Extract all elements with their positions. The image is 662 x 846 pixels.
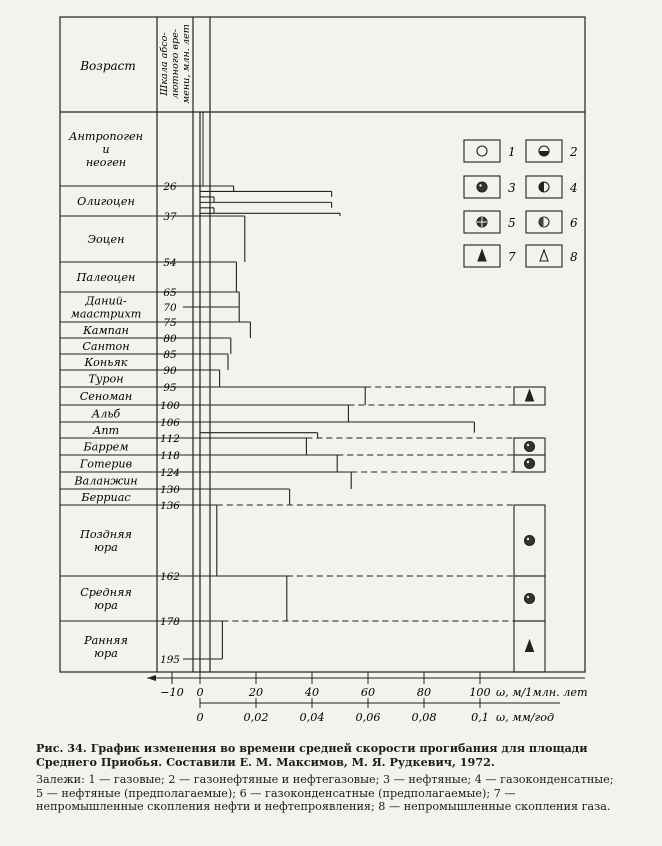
period-label: юра [94, 647, 118, 660]
period-label: Альб [91, 407, 121, 421]
bottom-axis-tick-label: 0,02 [243, 711, 269, 724]
age-value: 178 [160, 616, 180, 628]
deposit-circle-icon [525, 594, 535, 604]
period-label: Сеноман [79, 390, 133, 403]
deposit-legend [464, 140, 578, 267]
age-value: 37 [163, 211, 177, 223]
age-value: 118 [160, 450, 180, 462]
deposit-triangle-icon [478, 250, 486, 261]
legend-item-2 [526, 140, 578, 162]
deposit-circle-icon [525, 442, 535, 452]
deposit-highlight-dot [527, 538, 529, 540]
legend-item-3 [464, 176, 516, 198]
deposit-highlight-dot [527, 596, 529, 598]
period-label: неоген [85, 156, 127, 169]
axis-arrow-icon [147, 675, 156, 681]
period-label: Ранняя [84, 634, 128, 647]
top-axis-tick-label: 80 [416, 686, 432, 699]
figure-number: Рис. 34. [36, 741, 87, 755]
legend-item-6 [526, 211, 578, 233]
age-column-header: Возраст [80, 59, 136, 73]
period-label: Поздняя [80, 528, 132, 541]
time-scale-header-line: лютного вре- [170, 28, 181, 100]
top-axis-tick-label: −10 [160, 686, 184, 699]
period-label: Эоцен [87, 233, 125, 246]
deposit-highlight-dot [479, 184, 481, 186]
caption-legend: Залежи: 1 — газовые; 2 — газонефтяные и нефтегазовые; 3 — нефтяные; 4 — газоконденсатные; 5 — нефтяные (предполагаемые); 6 — газоконденсатные (предполагаемые); 7 — непромышленные скопления нефти и нефтепроявления; 8 — непромышленные скопления газа. [36, 773, 614, 814]
period-label: Средняя [80, 586, 132, 599]
period-label: и [102, 143, 110, 156]
age-value: 136 [160, 500, 180, 512]
caption-title [36, 742, 618, 769]
period-label: Сантон [82, 340, 130, 353]
legend-number: 7 [508, 250, 516, 264]
period-label: Антропоген [69, 130, 143, 143]
age-marks [160, 181, 200, 666]
period-label: маастрихт [70, 307, 142, 321]
period-label: юра [94, 541, 118, 554]
period-label: юра [94, 599, 118, 612]
bottom-axis-tick-label: 0,1 [471, 711, 489, 724]
period-label: Валанжин [74, 474, 138, 488]
age-value: 112 [160, 433, 180, 445]
legend-number: 3 [508, 181, 516, 195]
legend-number: 1 [508, 145, 516, 159]
period-label: Берриас [81, 491, 131, 504]
deposit-markers [217, 387, 545, 672]
period-label: Кампан [83, 324, 129, 337]
age-value: 65 [163, 287, 177, 299]
legend-box [464, 140, 500, 162]
period-label: Турон [88, 372, 124, 386]
bottom-axis-label: ω, мм/год [496, 711, 555, 724]
caption-title-text: График изменения во времени средней скорости прогибания для площади Среднего Приобья. Составили Е. М. Максимов, М. Я. Рудкевич, 1972. [36, 741, 588, 769]
legend-item-8 [526, 245, 578, 267]
age-value: 80 [163, 333, 177, 345]
legend-item-1 [464, 140, 516, 162]
period-label: Готерив [79, 457, 133, 471]
bottom-axis-tick-label: 0,06 [355, 711, 381, 724]
age-value: 85 [163, 349, 177, 361]
time-scale-header [159, 24, 192, 104]
top-axis-tick-label: 20 [248, 686, 264, 699]
deposit-circle-icon [477, 146, 487, 156]
age-value: 26 [163, 181, 177, 193]
legend-item-5 [464, 211, 516, 233]
outer-border [60, 17, 585, 672]
deposit-circle-icon [477, 182, 487, 192]
chart-frame [60, 17, 585, 672]
age-value: 70 [163, 302, 177, 314]
age-value: 162 [160, 571, 180, 583]
period-label: Коньяк [84, 356, 128, 369]
top-axis-tick-label: 60 [360, 686, 376, 699]
deposit-highlight-dot [527, 461, 529, 463]
value-axes [147, 672, 588, 724]
time-scale-header-line: мени, млн. лет [181, 24, 192, 104]
age-value: 130 [160, 484, 180, 496]
deposit-triangle-icon [526, 390, 534, 401]
legend-box [526, 245, 562, 267]
top-axis-tick-label: 40 [304, 686, 320, 699]
legend-item-7 [464, 245, 516, 267]
time-scale-header-line: Шкала абсо- [159, 32, 170, 96]
bottom-axis-tick-label: 0,08 [411, 711, 437, 724]
age-value: 195 [160, 654, 180, 666]
age-value: 90 [163, 365, 177, 377]
period-label: Олигоцен [77, 195, 135, 208]
rate-step-series [200, 112, 474, 659]
age-value: 54 [163, 257, 177, 269]
period-label: Палеоцен [76, 271, 136, 284]
period-label: Баррем [83, 440, 129, 454]
period-label: Апт [92, 424, 120, 437]
legend-number: 5 [508, 216, 516, 230]
legend-number: 2 [570, 145, 578, 159]
legend-number: 4 [570, 181, 578, 195]
deposit-triangle-icon [540, 250, 548, 261]
legend-item-4 [526, 176, 578, 198]
deposit-triangle-icon [526, 641, 534, 652]
deposit-circle-icon [525, 536, 535, 546]
legend-number: 6 [570, 216, 578, 230]
legend-number: 8 [570, 250, 578, 264]
age-value: 124 [160, 467, 180, 479]
age-value: 75 [163, 317, 177, 329]
top-axis-tick-label: 100 [469, 686, 491, 699]
age-value: 106 [160, 417, 180, 429]
deposit-circle-icon [525, 459, 535, 469]
bottom-axis-tick-label: 0 [196, 711, 204, 724]
age-value: 95 [163, 382, 177, 394]
top-axis-label: ω, м/1млн. лет [496, 686, 588, 699]
bottom-axis-tick-label: 0,04 [299, 711, 325, 724]
figure-caption [36, 742, 618, 814]
period-label: Даний- [85, 294, 127, 308]
age-value: 100 [160, 400, 180, 412]
deposit-highlight-dot [527, 444, 529, 446]
top-axis-tick-label: 0 [196, 686, 204, 699]
